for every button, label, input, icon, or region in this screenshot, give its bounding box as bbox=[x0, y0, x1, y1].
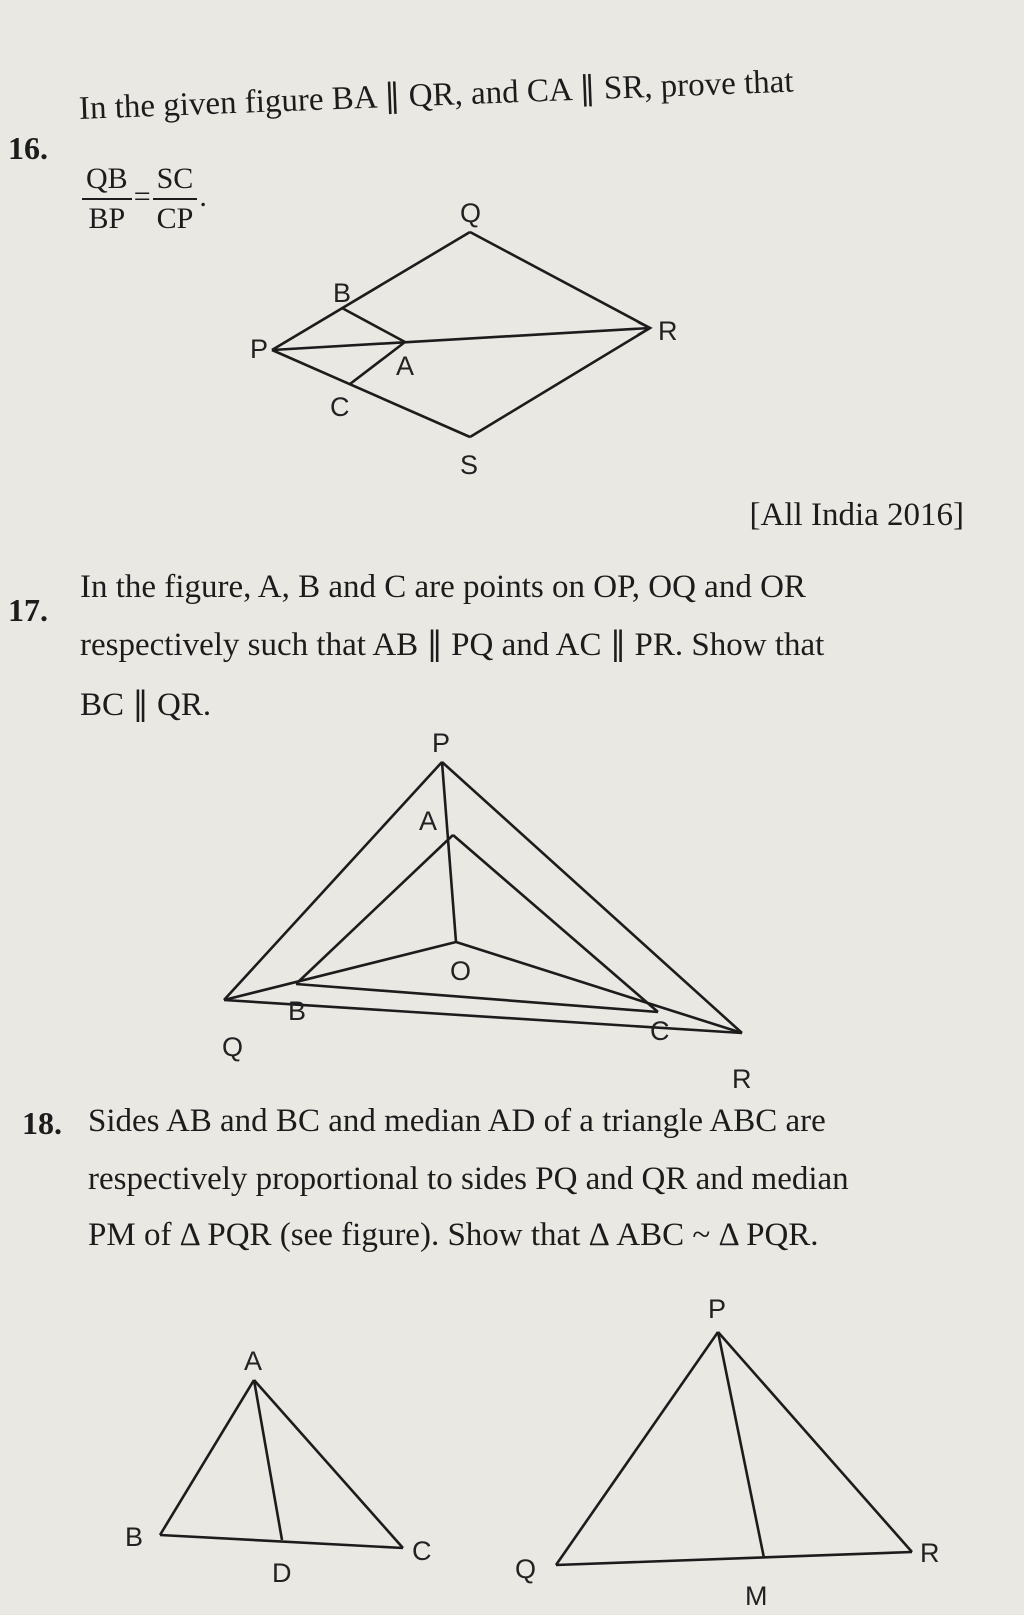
fraction-numerator: SC bbox=[153, 160, 198, 200]
question-18-number: 18. bbox=[22, 1105, 62, 1141]
label-o: O bbox=[450, 956, 472, 986]
label-m: M bbox=[745, 1581, 768, 1611]
label-s: S bbox=[460, 450, 479, 480]
line-qr bbox=[470, 232, 650, 328]
question-18-line2: respectively proportional to sides PQ and QR and median bbox=[88, 1161, 849, 1197]
question-17-line1: In the figure, A, B and C are points on OP, OQ and OR bbox=[80, 569, 806, 605]
label-c: C bbox=[412, 1536, 432, 1566]
question-17-number: 17. bbox=[8, 592, 48, 628]
label-b: B bbox=[125, 1522, 144, 1552]
median-pm bbox=[718, 1332, 764, 1558]
label-c: C bbox=[650, 1016, 670, 1046]
label-a: A bbox=[244, 1346, 263, 1376]
line-rs bbox=[470, 328, 650, 437]
median-ad bbox=[254, 1380, 282, 1540]
question-17-line2: respectively such that AB ∥ PQ and AC ∥ PR. Show that bbox=[80, 627, 825, 663]
label-c: C bbox=[330, 392, 350, 422]
period: . bbox=[199, 179, 207, 213]
line-sp bbox=[272, 350, 470, 437]
question-18-line1: Sides AB and BC and median AD of a triangle ABC are bbox=[88, 1103, 826, 1139]
label-r: R bbox=[732, 1064, 752, 1094]
line-po bbox=[442, 762, 456, 942]
figure-18-triangle-abc bbox=[125, 1346, 432, 1588]
line-ba bbox=[342, 308, 405, 342]
label-q: Q bbox=[460, 198, 482, 228]
line-qr bbox=[556, 1552, 912, 1565]
label-q: Q bbox=[515, 1554, 537, 1584]
figure-17 bbox=[222, 728, 752, 1094]
label-r: R bbox=[658, 316, 678, 346]
line-pq bbox=[272, 232, 470, 350]
fraction-denominator: BP bbox=[88, 202, 126, 235]
line-ab bbox=[160, 1380, 254, 1535]
line-pr bbox=[718, 1332, 912, 1552]
label-p: P bbox=[708, 1294, 727, 1324]
line-ac bbox=[254, 1380, 403, 1548]
line-pr bbox=[272, 328, 650, 350]
line-or bbox=[456, 942, 742, 1033]
fraction-denominator: CP bbox=[156, 202, 194, 235]
label-b: B bbox=[288, 996, 307, 1026]
label-p: P bbox=[432, 728, 451, 758]
line-pr bbox=[442, 762, 742, 1033]
label-a: A bbox=[396, 351, 415, 381]
line-ac bbox=[453, 835, 658, 1012]
line-pq bbox=[556, 1332, 718, 1565]
question-18-line3: PM of Δ PQR (see figure). Show that Δ ABC ~ Δ PQR. bbox=[88, 1217, 819, 1253]
line-pq bbox=[224, 762, 442, 1000]
source-citation: [All India 2016] bbox=[749, 497, 964, 533]
figure-16 bbox=[250, 198, 678, 480]
equals-sign: = bbox=[133, 179, 151, 213]
label-d: D bbox=[272, 1558, 292, 1588]
line-oq bbox=[224, 942, 456, 1000]
fraction-numerator: QB bbox=[82, 160, 132, 200]
label-q: Q bbox=[222, 1032, 244, 1062]
label-b: B bbox=[333, 278, 352, 308]
label-a: A bbox=[419, 806, 438, 836]
label-r: R bbox=[920, 1538, 940, 1568]
question-16-number: 16. bbox=[8, 130, 48, 166]
figure-18-triangle-pqr bbox=[515, 1294, 940, 1611]
question-17-line3: BC ∥ QR. bbox=[80, 687, 212, 723]
label-p: P bbox=[250, 334, 269, 364]
question-16-text: In the given figure BA ∥ QR, and CA ∥ SR, prove that bbox=[78, 63, 795, 127]
